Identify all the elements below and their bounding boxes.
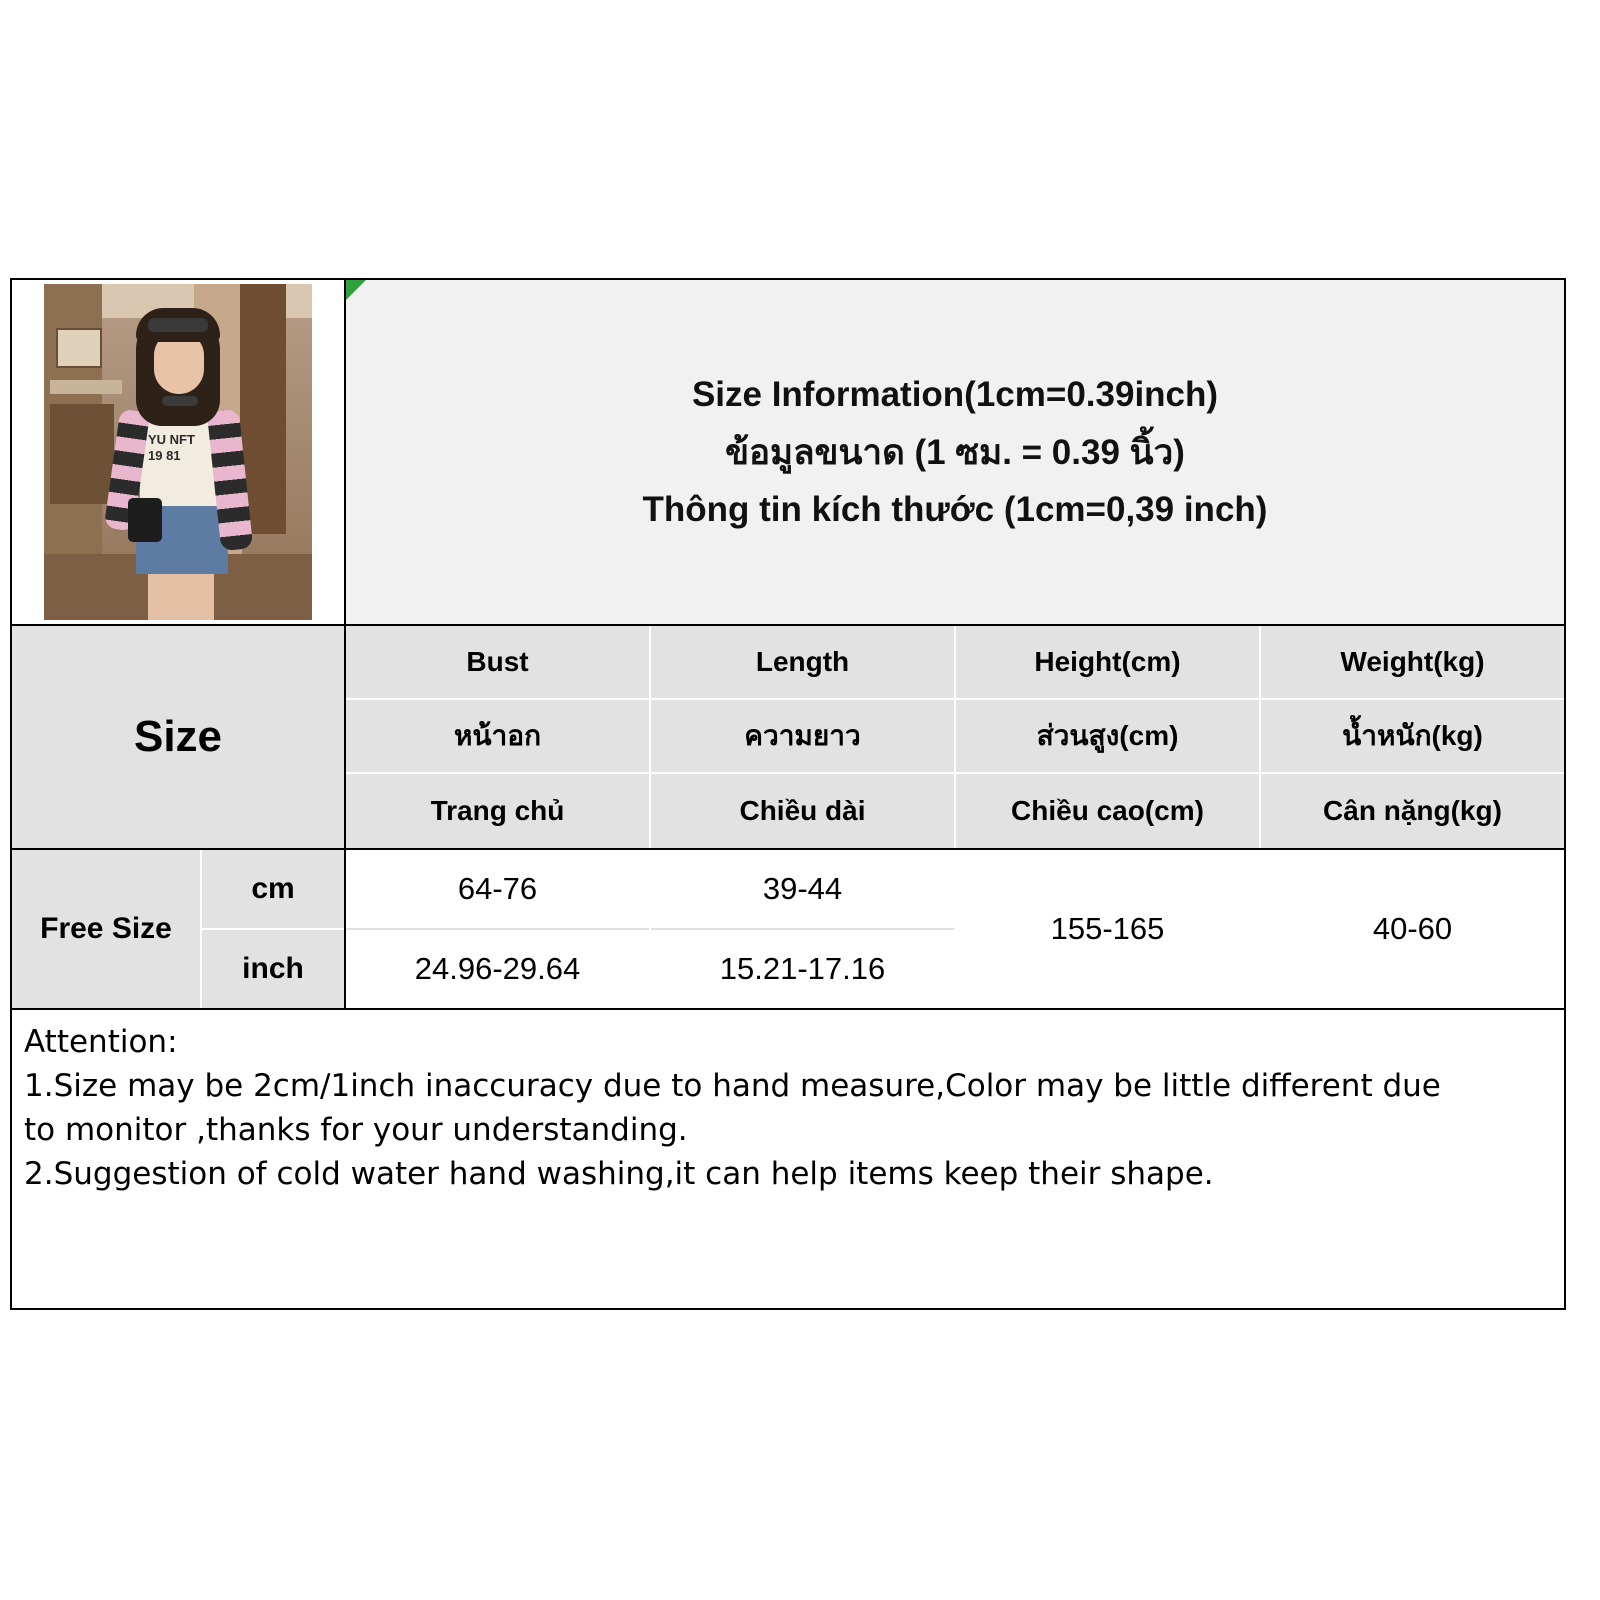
table-row [12,850,1564,1010]
length-inch-value: 15.21-17.16 [651,930,954,1008]
header-row-th [346,700,1564,774]
unit-inch: inch [202,930,344,1008]
photo-model-bag [128,498,162,542]
photo-shelf-top [50,380,122,394]
weight-value: 40-60 [1261,850,1564,1008]
bust-column [346,850,651,1008]
photo-model-necklace [162,396,198,406]
table-header [12,626,1564,850]
attention-line-2: 2.Suggestion of cold water hand washing,it can help items keep their shape. [24,1156,1214,1192]
header-bust-vi: Trang chủ [346,774,651,848]
header-row-en [346,626,1564,700]
product-photo-cell [12,280,346,624]
photo-wall-frame [56,328,102,368]
header-height-en: Height(cm) [956,626,1261,700]
header-length-en: Length [651,626,956,700]
size-chart-sheet [10,278,1566,1310]
title-line-vi: Thông tin kích thước (1cm=0,39 inch) [642,489,1268,529]
header-weight-vi: Cân nặng(kg) [1261,774,1564,848]
bust-cm-value: 64-76 [346,850,649,930]
attention-heading: Attention: [24,1024,178,1060]
header-row-vi [346,774,1564,848]
header-height-vi: Chiều cao(cm) [956,774,1261,848]
corner-marker-icon [346,280,366,300]
photo-model-legs [148,570,214,620]
title-cell [346,280,1564,624]
unit-column [202,850,346,1008]
title-line-th: ข้อมูลขนาด (1 ซม. = 0.39 นิ้ว) [725,432,1185,472]
header-length-th: ความยาว [651,700,956,774]
length-cm-value: 39-44 [651,850,954,930]
title-line-en: Size Information(1cm=0.39inch) [691,374,1219,414]
photo-shirt-text: YU NFT 19 81 [148,432,195,463]
attention-block [12,1010,1564,1196]
header-columns [346,626,1564,848]
photo-shelf [50,404,114,504]
header-weight-en: Weight(kg) [1261,626,1564,700]
product-photo [44,284,312,620]
attention-line-1b: to monitor ,thanks for your understanding. [24,1112,688,1148]
header-length-vi: Chiều dài [651,774,956,848]
header-weight-th: น้ำหนัก(kg) [1261,700,1564,774]
unit-cm: cm [202,850,344,930]
header-bust-en: Bust [346,626,651,700]
header-height-th: ส่วนสูง(cm) [956,700,1261,774]
length-column [651,850,956,1008]
header-bust-th: หน้าอก [346,700,651,774]
sunglasses-icon [148,318,208,332]
measurement-group [346,850,1564,1008]
height-value: 155-165 [956,850,1261,1008]
bust-inch-value: 24.96-29.64 [346,930,649,1008]
title-band [12,280,1564,626]
attention-line-1a: 1.Size may be 2cm/1inch inaccuracy due to hand measure,Color may be little different due [24,1068,1441,1104]
size-label: Size [12,626,346,848]
row-label-free-size: Free Size [12,850,202,1008]
